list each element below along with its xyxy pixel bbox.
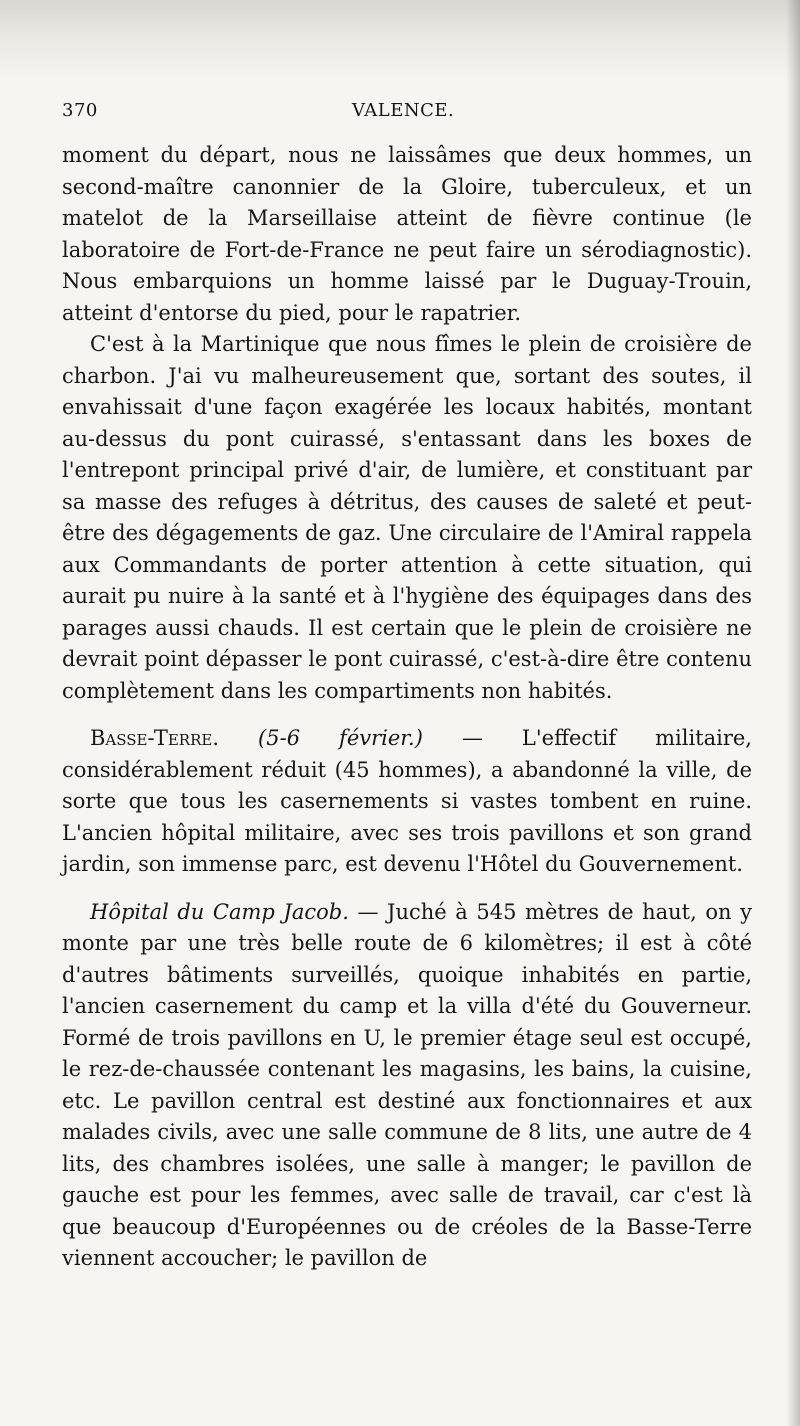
- paragraph-continuation: moment du départ, nous ne laissâmes que deux hommes, un second-maître canonnier de la Gloire, tuberculeux, et un matelot de la Marseillaise atteint de fièvre continue (le laboratoire de Fort-de-France ne peut faire un sérodiagnostic). Nous embarquions un homme laissé par le Duguay-Trouin, atteint d'entorse du pied, pour le rapatrier.: [62, 143, 752, 325]
- running-title: VALENCE.: [352, 100, 455, 121]
- paragraph-basse-terre-text: — L'effectif militaire, considérablement réduit (45 hommes), a abandonné la ville, de sorte que tous les casernements si vastes tombent en ruine. L'ancien hôpital militaire, avec ses trois pavillons et son grand jardin, son immense parc, est devenu l'Hôtel du Gouvernement.: [62, 726, 752, 876]
- page-number: 370: [62, 100, 98, 121]
- page-header: [62, 100, 752, 126]
- paragraph-basse-terre: [62, 723, 752, 881]
- paragraph-martinique: C'est à la Martinique que nous fîmes le plein de croisière de charbon. J'ai vu malheureusement que, sortant des soutes, il envahissait d'une façon exagérée les locaux habités, montant au-dessus du pont cuirassé, s'entassant dans les boxes de l'entrepont principal privé d'air, de lumière, et constituant par sa masse des refuges à détritus, des causes de saleté et peut-être des dégagements de gaz. Une circulaire de l'Amiral rappela aux Commandants de porter attention à cette situation, qui aurait pu nuire à la santé et à l'hygiène des équipages dans des parages aussi chauds. Il est certain que le plein de croisière ne devrait point dépasser le pont cuirassé, c'est-à-dire être contenu complètement dans les compartiments non habités.: [62, 332, 752, 703]
- paragraph-camp-jacob: [62, 897, 752, 1275]
- page-body: [62, 140, 752, 1275]
- section-date: (5-6 février.): [258, 726, 423, 750]
- scan-shading-top: [0, 0, 800, 80]
- section-lead-camp-jacob: Hôpital du Camp Jacob.: [90, 899, 349, 924]
- paragraph-camp-jacob-text: — Juché à 545 mètres de haut, on y monte par une très belle route de 6 kilomètres; il est à côté d'autres bâtiments surveillés, quoique inhabités en partie, l'ancien casernement du camp et la villa d'été du Gouverneur. Formé de trois pavillons en U, le premier étage seul est occupé, le rez-de-chaussée contenant les magasins, les bains, la cuisine, etc. Le pavillon central est destiné aux fonctionnaires et aux malades civils, avec une salle commune de 8 lits, une autre de 4 lits, des chambres isolées, une salle à manger; le pavillon de gauche est pour les femmes, avec salle de travail, car c'est là que beaucoup d'Européennes ou de créoles de la Basse-Terre viennent accoucher; le pavillon de: [62, 899, 752, 1270]
- section-lead-basse-terre: Basse-Terre.: [90, 726, 220, 750]
- scan-shading-edge: [786, 0, 800, 1426]
